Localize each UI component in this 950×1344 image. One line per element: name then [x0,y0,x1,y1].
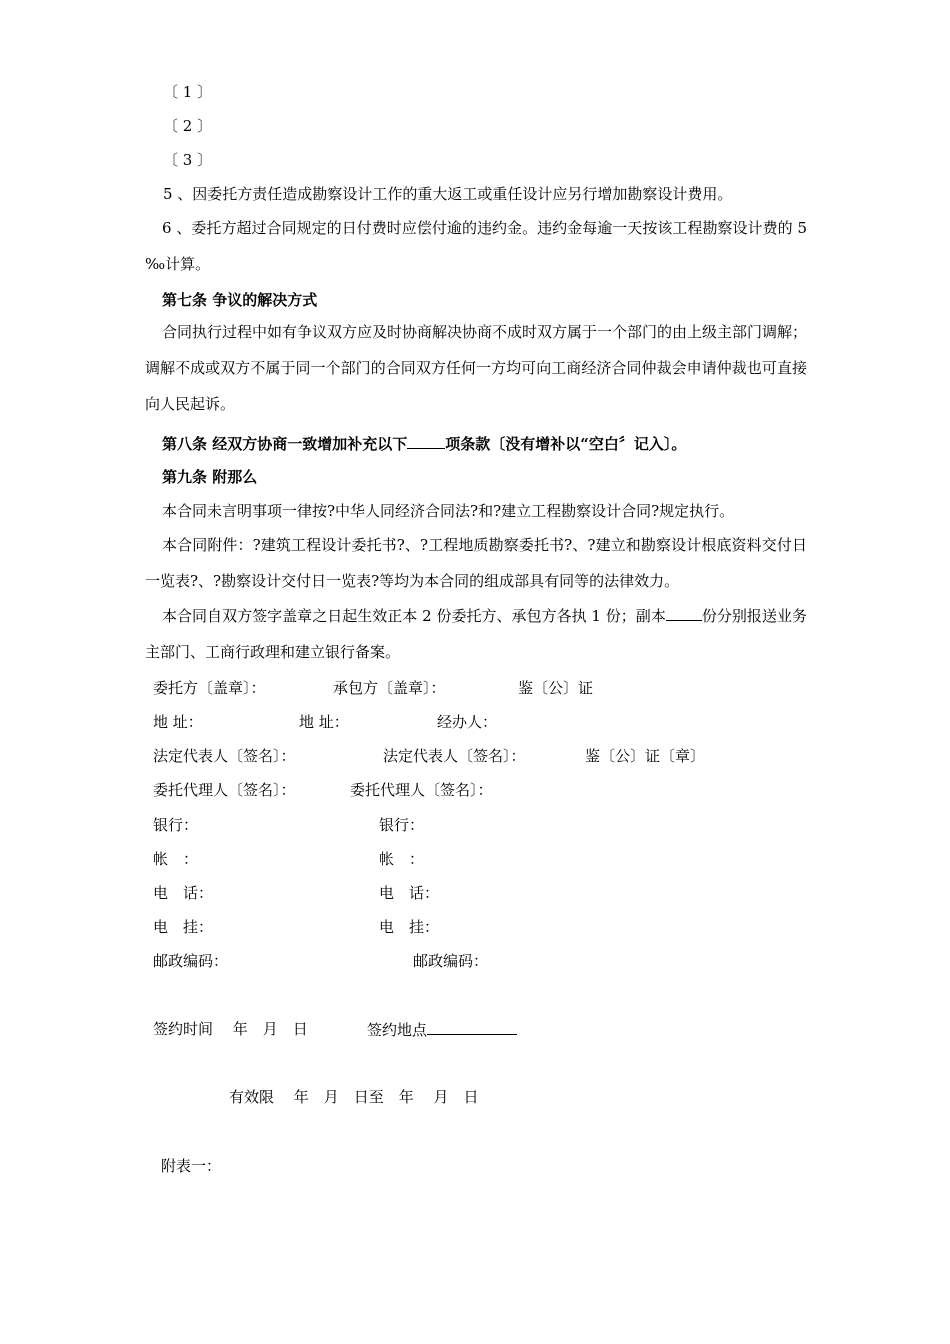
article-7-heading: 第七条 争议的解决方式 [162,291,318,309]
client-bank-label: 银行： [153,816,199,834]
appendix-label: 附表一： [161,1157,222,1175]
article-8 [162,433,686,454]
clause-5: 5 、因委托方责任造成勘察设计工作的重大返工或重任设计应另行增加勘察设计费用。 [163,185,733,203]
article-8-text-after: 项条款〔没有增补以“空白〞记入〕。 [445,435,687,453]
article-9-p3 [145,598,807,670]
handler-label: 经办人： [437,713,498,731]
article-7-body: 合同执行过程中如有争议双方应及时协商解决协商不成时双方属于一个部门的由上级主部门调解；调解不成或双方不属于同一个部门的合同双方任何一方均可向工商经济合同仲裁会申请仲裁也可直接向人民起诉。 [145,323,808,413]
contractor-cable-label: 电 挂： [379,918,440,936]
list-item-1: 〔 1 〕 [163,83,213,101]
client-account-label: 帐 ： [153,850,199,868]
contractor-agent-label: 委托代理人〔签名〕： [350,781,493,799]
sign-place [367,1019,517,1040]
validity-period: 有效限 年 月 日至 年 月 日 [229,1088,479,1106]
contractor-address-label: 地 址： [299,713,349,731]
article-8-text-before: 第八条 经双方协商一致增加补充以下 [162,435,408,453]
article-9-p3-before: 本合同自双方签字盖章之日起生效正本 2 份委托方、承包方各执 1 份；副本 [162,607,666,625]
list-item-2: 〔 2 〕 [163,117,213,135]
clause-6: 6 、委托方超过合同规定的日付费时应偿付逾的违约金。违约金每逾一天按该工程勘察设计费的 5 ‰计算。 [145,219,807,273]
contractor-seal-label: 承包方〔盖章〕： [333,679,446,697]
contractor-phone-label: 电 话： [379,884,440,902]
client-legal-rep-label: 法定代表人〔签名〕： [153,747,296,765]
notary-label: 鉴〔公〕证 [518,679,594,697]
list-item-3: 〔 3 〕 [163,151,213,169]
client-phone-label: 电 话： [153,884,214,902]
sign-place-blank [427,1019,517,1035]
article-8-blank [407,433,445,449]
client-address-label: 地 址： [153,713,203,731]
article-9-p2: 本合同附件：?建筑工程设计委托书?、?工程地质勘察委托书?、?建立和勘察设计根底资料交付日一览表?、?勘察设计交付日一览表?等均为本合同的组成部具有同等的法律效力。 [145,536,807,590]
notary-seal-label: 鉴〔公〕证〔章〕 [585,747,706,765]
article-9-p3-after: 份分别报送业务主部门、工商行政理和建立银行备案。 [145,607,807,661]
client-postcode-label: 邮政编码： [153,952,229,970]
copies-blank [666,605,702,621]
client-agent-label: 委托代理人〔签名〕： [153,781,296,799]
contractor-account-label: 帐 ： [379,850,425,868]
contractor-bank-label: 银行： [379,816,425,834]
article-9-heading: 第九条 附那么 [162,468,258,486]
client-seal-label: 委托方〔盖章〕： [153,679,266,697]
contractor-postcode-label: 邮政编码： [413,952,489,970]
sign-time: 签约时间 年 月 日 [153,1020,308,1038]
article-9-p1: 本合同未言明事项一律按?中华人同经济合同法?和?建立工程勘察设计合同?规定执行。 [162,502,735,520]
sign-place-label: 签约地点 [367,1021,428,1039]
client-cable-label: 电 挂： [153,918,214,936]
contractor-legal-rep-label: 法定代表人〔签名〕： [383,747,526,765]
